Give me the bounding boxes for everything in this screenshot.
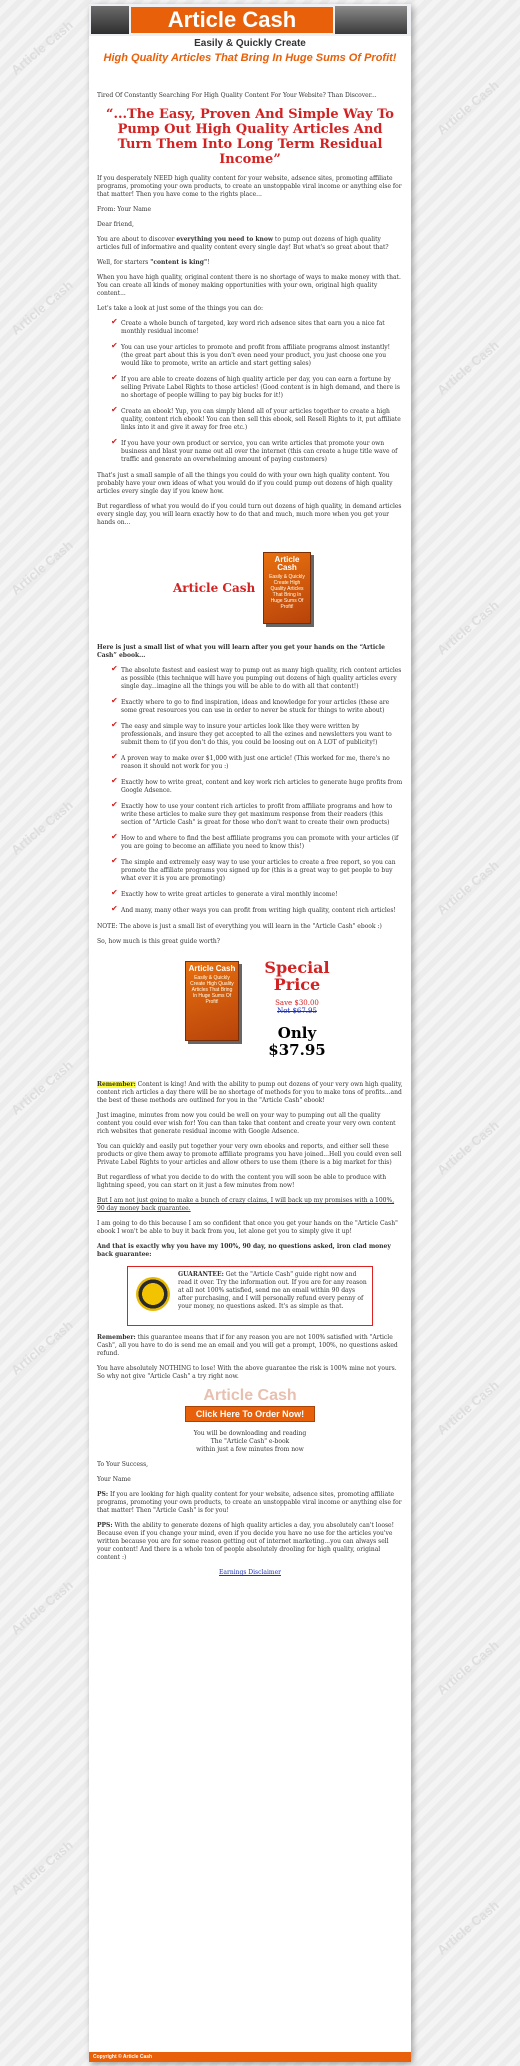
header-photo-left <box>91 6 129 34</box>
ps-text: PS: If you are looking for high quality content for your website, adsence sites, promoting affiliate programs, promoting your own products, to create an unstoppable viral income or anything else for that matter! Then "Article Cash" is for you! <box>97 1491 402 1514</box>
watermark-text: Article Cash <box>8 537 76 598</box>
pps-text: PPS: With the ability to generate dozens of high quality articles a day, you absolutely can't loose! Because even if you change your mind, even if you decide you have no use for the articles you've written because you are for some reason getting out of internet marketing...you can always sell your content! And there is a whole ton of people absolutely drooling for high quality, original content :) <box>97 1522 394 1561</box>
watermark-text: Article Cash <box>434 77 502 138</box>
list-item: ✔ Exactly how to write great, content and key work rich articles to generate huge profits from Google Adsence. <box>111 776 403 794</box>
checkmark-icon: ✔ <box>111 373 118 382</box>
paragraph: Let's take a look at just some of the things you can do: <box>97 305 264 312</box>
paragraph: Well, for starters "content is king"! <box>97 259 210 266</box>
ebook-cover <box>185 961 239 1041</box>
paragraph: And that is exactly why you have my 100%, 90 day, no questions asked, iron clad money back guarantee: <box>97 1243 391 1258</box>
learn-list <box>111 664 403 915</box>
watermark-text: Article Cash <box>8 1577 76 1638</box>
download-note: You will be downloading and reading The "Article Cash" e-book within just a few minutes from now <box>193 1430 307 1453</box>
from-line: From: Your Name <box>97 206 152 213</box>
checkmark-icon: ✔ <box>111 341 118 350</box>
list-item: ✔ Create a whole bunch of targeted, key word rich adsence sites that earn you a nice fat monthly residual income! <box>111 317 385 335</box>
checkmark-icon: ✔ <box>111 856 118 865</box>
disclaimer-row <box>97 1569 403 1577</box>
order-now-button[interactable]: Click Here To Order Now! <box>185 1406 315 1422</box>
product-label: Article Cash <box>173 581 256 595</box>
list-item: ✔ The simple and extremely easy way to use your articles to create a free report, so you can promote the affiliate programs you signed up for (this is a great way to get people to buy what ever it is you are promoting) <box>111 856 396 882</box>
main-content <box>97 92 403 1584</box>
paragraph: I am going to do this because I am so confident that once you get your hands on the "Article Cash" ebook I won't be able to buy it back from you, let alone get you to simply give it up! <box>97 1220 398 1235</box>
watermark-text: Article Cash <box>8 1057 76 1118</box>
ebook-cover-subtitle: Easily & Quickly Create High Quality Articles That Bring In Huge Sums Of Profit! <box>190 975 234 1005</box>
paragraph: But regardless of what you would do if you could turn out dozens of high quality, in demand articles every single day, you will learn exactly how to do that and much, much more when you get your hands on... <box>97 503 402 526</box>
tagline-main: High Quality Articles That Bring In Huge Sums Of Profit! <box>103 52 397 64</box>
paragraph: But regardless of what you decide to do with the content you will soon be able to produce with lightning speed, you can start on it just a few minutes from now! <box>97 1174 387 1189</box>
list-item: ✔ Exactly how to write great articles to generate a viral monthly income! <box>111 888 338 898</box>
list-item: ✔ If you have your own product or service, you can write articles that promote your own business and blast your name out all over the internet (this can create a huge title wave of traffic and generate an overwhelming amount of paying customers) <box>111 437 398 463</box>
order-logo: Article Cash <box>203 1387 297 1404</box>
watermark-text: Article Cash <box>434 597 502 658</box>
checkmark-icon: ✔ <box>111 664 118 673</box>
checkmark-icon: ✔ <box>111 317 118 326</box>
paragraph: You have absolutely NOTHING to lose! With the above guarantee the risk is 100% mine not yours. So why not give "Article Cash" a try right now. <box>97 1365 397 1380</box>
price-savings: Save $30.00 Not $67.95 <box>275 999 319 1015</box>
order-section <box>97 1388 403 1454</box>
paragraph: If you desperately NEED high quality content for your website, adsence sites, promoting affiliate programs, promoting your own products, to create an unstoppable viral income or anything else for that matter! Then you have come to the rights place... <box>97 175 402 198</box>
earnings-disclaimer-link[interactable]: Earnings Disclaimer <box>219 1569 281 1576</box>
paragraph: So, how much is this great guide worth? <box>97 938 221 945</box>
note-text: NOTE: The above is just a small list of everything you will learn in the "Article Cash" ebook :) <box>97 923 382 930</box>
product-showcase <box>97 534 403 644</box>
paragraph: Remember: Content is king! And with the ability to pump out dozens of your very own high quality, content rich articles a day there will be no shortage of methods for you to make tons of profits...and the best of these methods are outlined for you in the "Article Cash" ebook! <box>97 1081 403 1104</box>
ebook-cover-title: Article Cash <box>274 555 300 572</box>
list-item: ✔ A proven way to make over $1,000 with just one article! (This worked for me, there's no reason it should not work for you :) <box>111 752 390 770</box>
guarantee-box: GUARANTEE: Get the "Article Cash" guide right now and read it over. Try the information out. If you are for any reason at all not 100% satisfied, send me an email within 90 days after purchasing, and I will personally refund every penny of your money, no questions asked. It's as simple as that. <box>127 1266 373 1326</box>
watermark-text: Article Cash <box>434 1117 502 1178</box>
paragraph: Just imagine, minutes from now you could be well on your way to pumping out all the quality content you could ever wish for! You can than take that content and create your very own content rich websites that generate residual income with Google Adsence. <box>97 1112 396 1135</box>
closing: To Your Success, <box>97 1461 149 1468</box>
checkmark-icon: ✔ <box>111 405 118 414</box>
list-item: ✔ The absolute fastest and easiest way to pump out as many high quality, rich content articles as possible (this technique will have you pumping out dozens of high quality articles every single day...imagine all the things you will be able to do with all that content!) <box>111 664 402 690</box>
tagline-top: Easily & Quickly Create <box>194 38 306 49</box>
checkmark-icon: ✔ <box>111 888 118 897</box>
ebook-cover <box>263 552 311 624</box>
checkmark-icon: ✔ <box>111 904 118 913</box>
watermark-text: Article Cash <box>8 1317 76 1378</box>
paragraph: When you have high quality, original content there is no shortage of ways to make money with that. You can create all kinds of money making opportunities with your own, original high quality content... <box>97 274 401 297</box>
checkmark-icon: ✔ <box>111 832 118 841</box>
intro-text: Tired Of Constantly Searching For High Quality Content For Your Website? Than Discover... <box>97 92 377 99</box>
checkmark-icon: ✔ <box>111 437 118 446</box>
ebook-cover-subtitle: Easily & Quickly Create High Quality Articles That Bring In Huge Sums Of Profit! <box>269 574 305 610</box>
watermark-text: Article Cash <box>434 1897 502 1958</box>
copyright-text: Copyright © Article Cash <box>93 2054 153 2060</box>
guarantee-seal-icon <box>136 1277 170 1311</box>
watermark-text: Article Cash <box>8 277 76 338</box>
checkmark-icon: ✔ <box>111 752 118 761</box>
checkmark-icon: ✔ <box>111 800 118 809</box>
site-title: Article Cash <box>167 7 297 32</box>
price-value: Only $37.95 <box>268 1024 326 1059</box>
paragraph: That's just a small sample of all the things you could do with your own high quality content. You probably have your own ideas of what you would do if you could pump out dozens of high quality articles every single day if you knew how. <box>97 472 393 495</box>
list-item: ✔ Exactly where to go to find inspiration, ideas and knowledge for your articles (these are some great resources you can use in order to never be stuck for things to write about) <box>111 696 390 714</box>
watermark-text: Article Cash <box>434 1637 502 1698</box>
signature: Your Name <box>97 1476 131 1483</box>
paragraph: Remember: this guarantee means that if for any reason you are not 100% satisfied with "Article Cash", all you have to do is send me an email and you will get a prompt, 100%, no questions asked refund. <box>97 1334 398 1357</box>
main-headline: “...The Easy, Proven And Simple Way To Pump Out High Quality Articles And Turn Them Into Long Term Residual Income” <box>106 107 394 167</box>
special-price-heading: Special Price <box>264 958 330 994</box>
benefits-list <box>111 317 403 464</box>
list-item: ✔ How to and where to find the best affiliate programs you can promote with your articles (if you are going to become an affiliate you need to know this!) <box>111 832 399 850</box>
paragraph: But I am not just going to make a bunch of crazy claims, I will back up my promises with a 100%, 90 day money back guarantee. <box>97 1197 395 1212</box>
checkmark-icon: ✔ <box>111 720 118 729</box>
watermark-text: Article Cash <box>434 857 502 918</box>
watermark-text: Article Cash <box>8 17 76 78</box>
paragraph: You can quickly and easily put together your very own ebooks and reports, and either sell these products or give them away to promote affiliate programs you have joined...Hell you could even sell Private Label Rights to your articles and allow others to use them (there is a big market for this) <box>97 1143 402 1166</box>
ebook-cover-title: Article Cash <box>188 964 236 973</box>
list-item: ✔ If you are able to create dozens of high quality article per day, you can earn a fortune by selling Private Label Rights to those articles! (Good content is in high demand, and there is no shortage of people willing to pay big bucks for it!) <box>111 373 400 399</box>
pricing-block <box>97 953 403 1081</box>
watermark-text: Article Cash <box>434 1377 502 1438</box>
header-banner <box>89 4 411 82</box>
list-item: ✔ The easy and simple way to insure your articles look like they were written by professionals, and insure they get accepted to all the ezines and newsletters you want to submit them to (if you don't do this, you could be loosing out on A LOT of publicity!) <box>111 720 392 746</box>
checkmark-icon: ✔ <box>111 696 118 705</box>
watermark-text: Article Cash <box>8 797 76 858</box>
paragraph: You are about to discover everything you need to know to pump out dozens of high quality articles full of informative and quality content every single day! But what's so great about that? <box>97 236 389 251</box>
footer-bar <box>89 2052 411 2062</box>
checkmark-icon: ✔ <box>111 776 118 785</box>
header-photo-right <box>335 6 407 34</box>
list-item: ✔ You can use your articles to promote and profit from affiliate programs almost instantly! (the great part about this is you don't even need your product, you just choose one you would like to promote, write an article and start getting sales) <box>111 341 391 367</box>
list-item: ✔ Create an ebook! Yup, you can simply blend all of your articles together to create a high quality, content rich ebook! You can then sell this ebook, sell Resell Rights to it, put affiliate links into it and give it away for free etc.) <box>111 405 401 431</box>
list-item: ✔ And many, many other ways you can profit from writing high quality, content rich articles! <box>111 904 396 914</box>
list-heading: Here is just a small list of what you will learn after you get your hands on the “Article Cash” ebook... <box>97 644 385 659</box>
list-item: ✔ Exactly how to use your content rich articles to profit from affiliate programs and how to write these articles to make sure they get maximum response from their readers (this section of "Article Cash" is great for those who don't want to create their own products) <box>111 800 393 826</box>
watermark-text: Article Cash <box>434 337 502 398</box>
watermark-text: Article Cash <box>8 1837 76 1898</box>
greeting: Dear friend, <box>97 221 134 228</box>
sales-page <box>89 4 411 2062</box>
